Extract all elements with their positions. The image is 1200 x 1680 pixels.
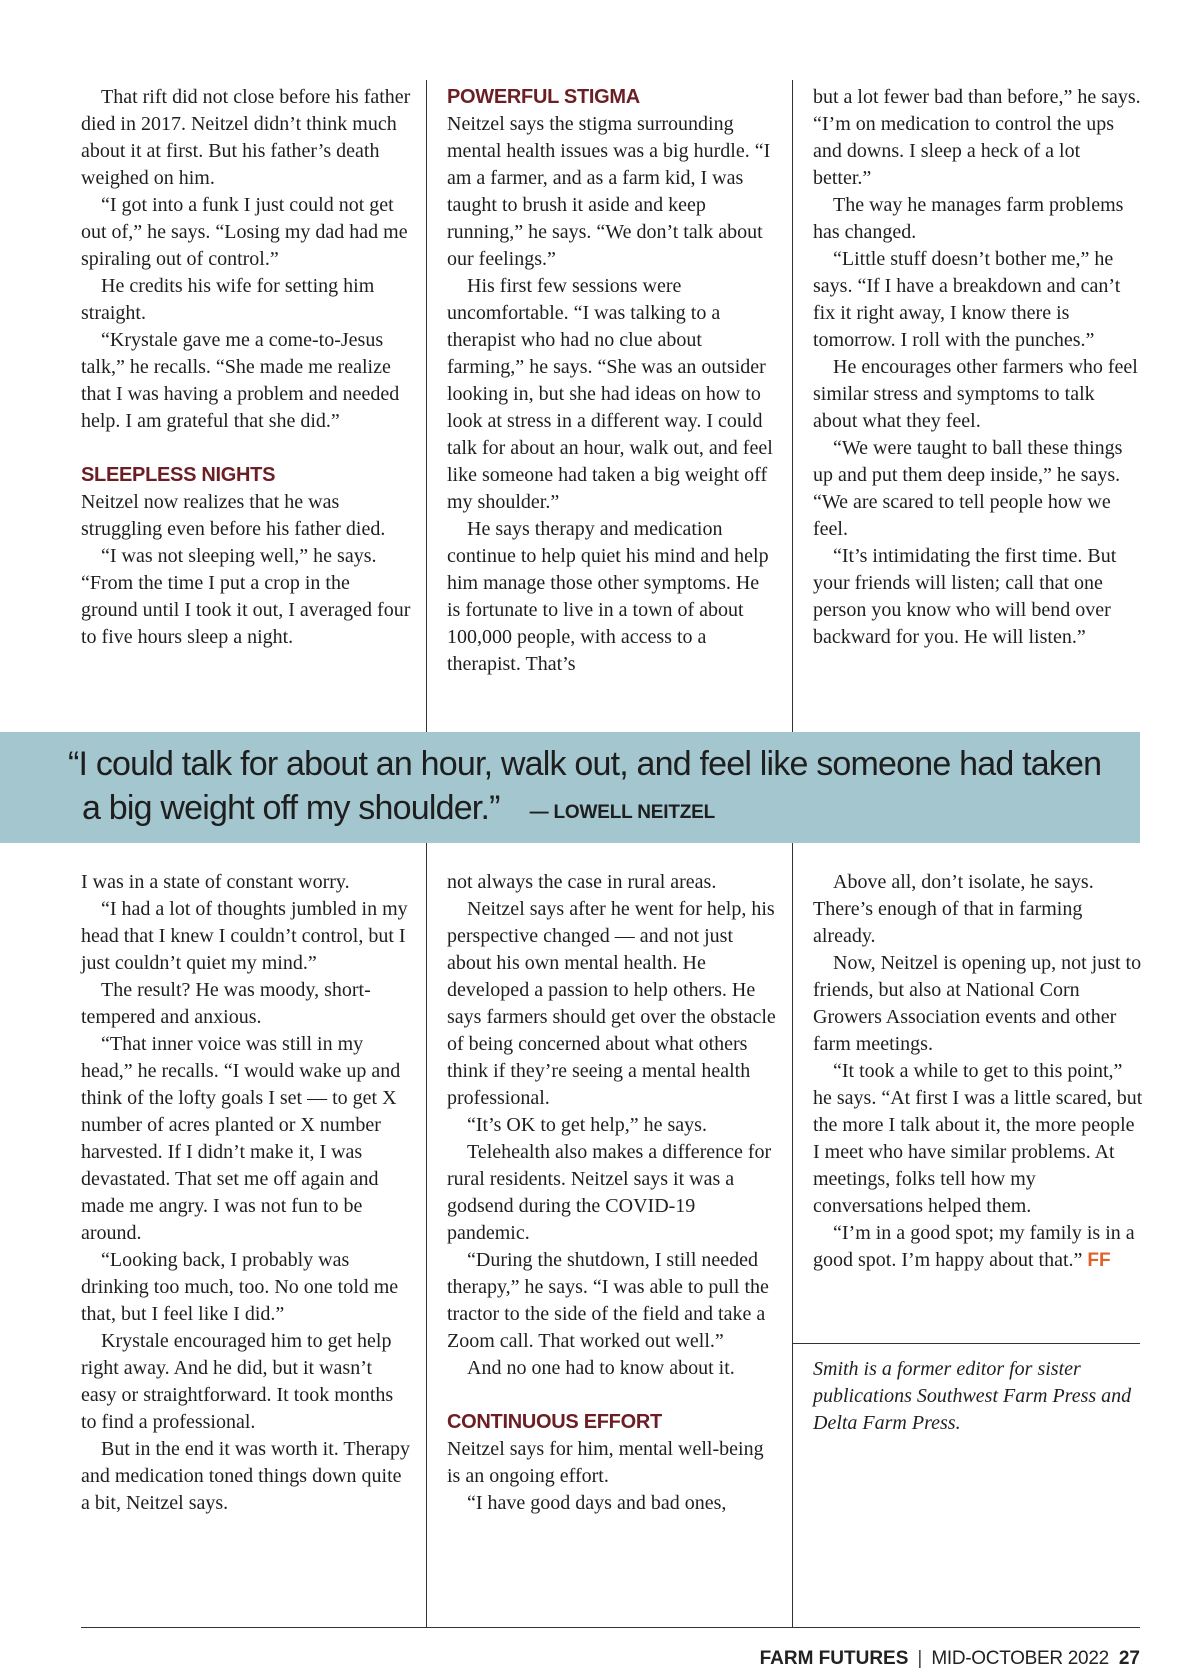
paragraph: not always the case in rural areas.	[447, 871, 717, 893]
column-2-top	[447, 84, 777, 678]
footer-separator: |	[917, 1648, 923, 1669]
paragraph: The result? He was moody, short-tempered and anxious.	[81, 979, 371, 1028]
paragraph: Neitzel now realizes that he was struggling even before his father died.	[81, 491, 386, 540]
paragraph: But in the end it was worth it. Therapy and medication toned things down quite a bit, Neitzel says.	[81, 1438, 411, 1514]
paragraph: “I was not sleeping well,” he says. “From the time I put a crop in the ground until I took it out, I averaged four to five hours sleep a night.	[81, 545, 411, 648]
closing-text: “I’m in a good spot; my family is in a good spot. I’m happy about that.”	[813, 1222, 1135, 1271]
paragraph: And no one had to know about it.	[467, 1357, 735, 1379]
pull-quote-line: “I could talk for about an hour, walk out, and feel like someone had taken	[68, 745, 1102, 783]
column-divider	[792, 80, 793, 732]
section-heading-sleepless-nights: SLEEPLESS NIGHTS	[81, 464, 276, 486]
column-1-bottom	[81, 869, 411, 1517]
paragraph: “It’s intimidating the first time. But your friends will listen; call that one person you know who will bend over backward for you. He will listen.”	[813, 545, 1117, 648]
paragraph: Neitzel says for him, mental well-being is an ongoing effort.	[447, 1438, 764, 1487]
pull-quote-attribution: — LOWELL NEITZEL	[529, 802, 716, 823]
pull-quote-line	[68, 786, 1128, 835]
column-divider	[792, 843, 793, 1627]
pull-quote-line-text: a big weight off my shoulder.”	[82, 789, 500, 827]
pull-quote	[68, 742, 1128, 835]
paragraph: “Little stuff doesn’t bother me,” he says. “If I have a breakdown and can’t fix it right away, I know there is tomorrow. I roll with the punches.”	[813, 248, 1121, 351]
paragraph: Neitzel says the stigma surrounding mental health issues was a big hurdle. “I am a farmer, and as a farm kid, I was taught to brush it aside and keep running,” he says. “We don’t talk about our feelings.”	[447, 113, 771, 270]
paragraph: “I have good days and bad ones,	[467, 1492, 727, 1514]
page-number: 27	[1118, 1648, 1140, 1669]
column-divider	[426, 80, 427, 732]
column-3-top	[813, 84, 1143, 651]
paragraph: “During the shutdown, I still needed therapy,” he says. “I was able to pull the tractor to the side of the field and take a Zoom call. That worked out well.”	[447, 1249, 769, 1352]
paragraph: Krystale encouraged him to get help right away. And he did, but it wasn’t easy or straightforward. It took months to find a professional.	[81, 1330, 394, 1433]
paragraph: Above all, don’t isolate, he says. There’s enough of that in farming already.	[813, 871, 1094, 947]
author-credit	[813, 1356, 1143, 1437]
paragraph: “I had a lot of thoughts jumbled in my head that I knew I couldn’t control, but I just couldn’t quiet my mind.”	[81, 898, 408, 974]
paragraph: “Krystale gave me a come-to-Jesus talk,” he recalls. “She made me realize that I was having a problem and needed help. I am grateful that she did.”	[81, 329, 400, 432]
column-1-top	[81, 84, 411, 651]
section-heading-powerful-stigma: POWERFUL STIGMA	[447, 86, 640, 108]
paragraph: He credits his wife for setting him straight.	[81, 275, 375, 324]
page-footer	[760, 1648, 1140, 1670]
magazine-name: FARM FUTURES	[759, 1648, 909, 1669]
column-divider	[426, 843, 427, 1627]
paragraph: The way he manages farm problems has changed.	[813, 194, 1124, 243]
paragraph: “It’s OK to get help,” he says.	[467, 1114, 707, 1136]
author-credit-text: Smith is a former editor for sister publications Southwest Farm Press and Delta Farm Press.	[813, 1358, 1132, 1434]
end-mark: FF	[1087, 1250, 1111, 1271]
paragraph: That rift did not close before his father died in 2017. Neitzel didn’t think much about it at first. But his father’s death weighed on him.	[81, 86, 411, 189]
footer-rule	[81, 1627, 1140, 1628]
column-3-bottom	[813, 869, 1143, 1274]
pull-quote-band	[0, 732, 1140, 843]
paragraph: Telehealth also makes a difference for rural residents. Neitzel says it was a godsend during the COVID-19 pandemic.	[447, 1141, 772, 1244]
paragraph: “I got into a funk I just could not get out of,” he says. “Losing my dad had me spiraling out of control.”	[81, 194, 408, 270]
paragraph: His first few sessions were uncomfortable. “I was talking to a therapist who had no clue about farming,” he says. “She was an outsider looking in, but she had ideas on how to look at stress in a different way. I could talk for about an hour, walk out, and feel like someone had taken a big weight off my shoulder.”	[447, 275, 773, 513]
paragraph: I was in a state of constant worry.	[81, 871, 350, 893]
paragraph	[813, 1220, 1143, 1274]
paragraph: “It took a while to get to this point,” he says. “At first I was a little scared, but the more I talk about it, the more people I meet who have similar problems. At meetings, folks tell how my conversations helped them.	[813, 1060, 1143, 1217]
paragraph: He says therapy and medication continue to help quiet his mind and help him manage those other symptoms. He is fortunate to live in a town of about 100,000 people, with access to a therapist. That’s	[447, 518, 769, 675]
issue-date: MID-OCTOBER 2022	[931, 1648, 1109, 1669]
credit-divider	[792, 1343, 1140, 1344]
paragraph: Neitzel says after he went for help, his perspective changed — and not just about his own mental health. He developed a passion to help others. He says farmers should get over the obstacle of being concerned about what others think if they’re seeing a mental health professional.	[447, 898, 776, 1109]
paragraph: “That inner voice was still in my head,” he recalls. “I would wake up and think of the lofty goals I set — to get X number of acres planted or X number harvested. If I didn’t make it, I was devastated. That set me off again and made me angry. I was not fun to be around.	[81, 1033, 401, 1244]
paragraph: Now, Neitzel is opening up, not just to friends, but also at National Corn Growers Association events and other farm meetings.	[813, 952, 1142, 1055]
section-heading-continuous-effort: CONTINUOUS EFFORT	[447, 1411, 662, 1433]
paragraph: but a lot fewer bad than before,” he says. “I’m on medication to control the ups and downs. I sleep a heck of a lot better.”	[813, 86, 1141, 189]
column-2-bottom	[447, 869, 777, 1517]
paragraph: “Looking back, I probably was drinking too much, too. No one told me that, but I feel like I did.”	[81, 1249, 399, 1325]
paragraph: “We were taught to ball these things up and put them deep inside,” he says. “We are scared to tell people how we feel.	[813, 437, 1123, 540]
paragraph: He encourages other farmers who feel similar stress and symptoms to talk about what they feel.	[813, 356, 1138, 432]
